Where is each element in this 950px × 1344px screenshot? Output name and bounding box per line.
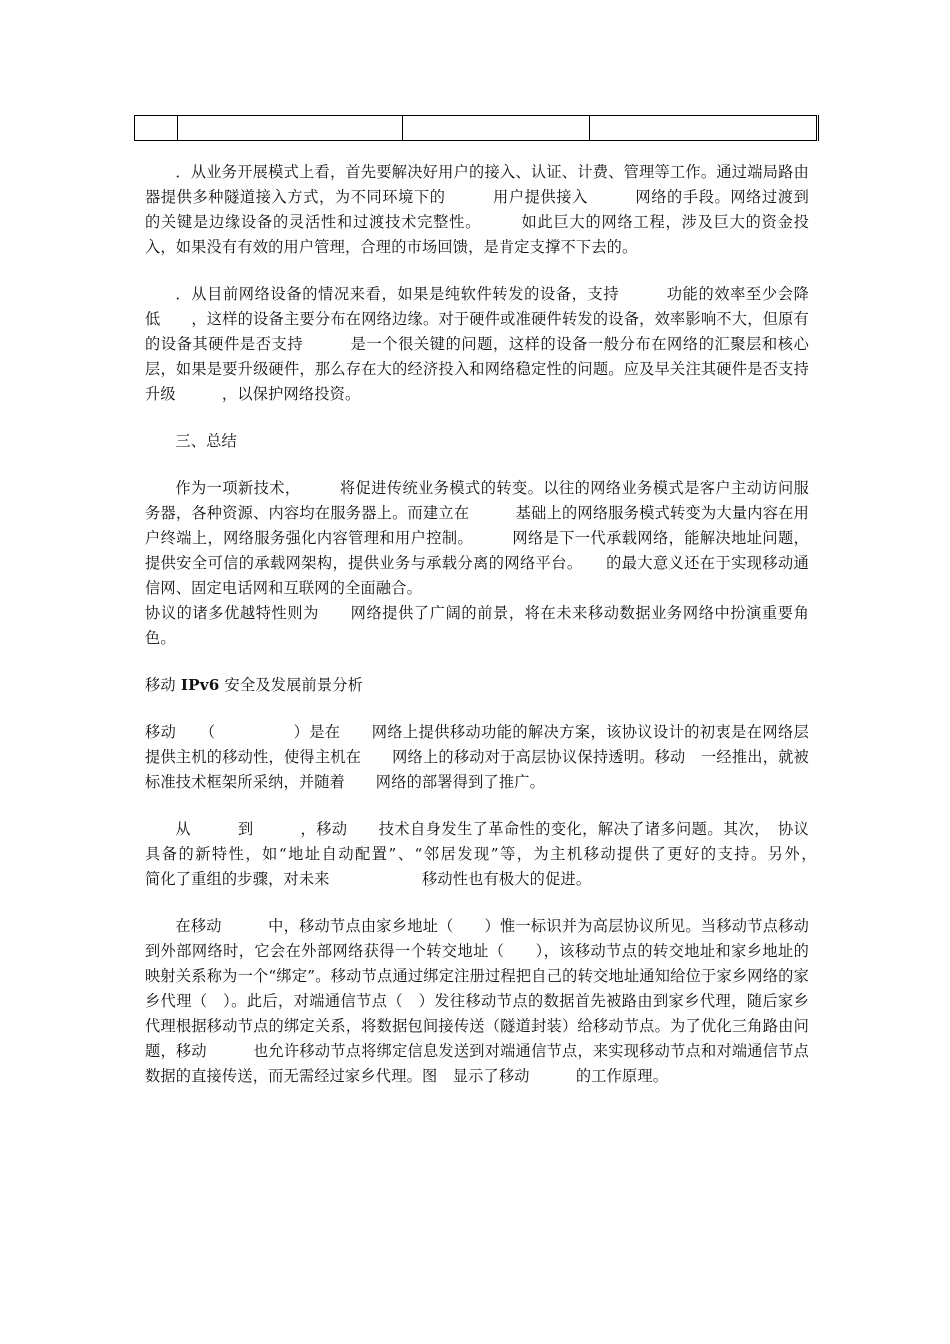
- table-cell: [178, 116, 403, 141]
- paragraph-summary: [145, 476, 809, 651]
- paragraph-network-devices: ．从目前网络设备的情况来看，如果是纯软件转发的设备，支持 功能的效率至少会降低 ，这样的设备主要分布在网络边缘。对于硬件或准硬件转发的设备，效率影响不大，但原有的设备其硬件是否支持 是一个很关键的问题，这样的设备一般分布在网络的汇聚层和核心层，如果是要升级硬件，那么存在大的经济投入和网络稳定性的问题。应及早关注其硬件是否支持升级 ，以保护网络投资。: [145, 285, 809, 403]
- paragraph-mobile-node: 在移动 中，移动节点由家乡地址（ ）惟一标识并为高层协议所见。当移动节点移动到外部网络时，它会在外部网络获得一个转交地址（ ），该移动节点的转交地址和家乡地址的映射关系称为一个“绑定”。移动节点通过绑定注册过程把自己的转交地址通知给位于家乡网络的家乡代理（ ）。此后，对端通信节点（ ）发往移动节点的数据首先被路由到家乡代理，随后家乡代理根据移动节点的绑定关系，将数据包间接传送（隧道封装）给移动节点。为了优化三角路由问题，移动 也允许移动节点将绑定信息发送到对端通信节点，来实现移动节点和对端通信节点数据的直接传送，而无需经过家乡代理。图 显示了移动 的工作原理。: [145, 917, 809, 1085]
- title-suffix: 安全及发展前景分析: [219, 676, 364, 694]
- summary-text: 作为一项新技术， 将促进传统业务模式的转变。以往的网络业务模式是客户主动访问服务器，各种资源、内容均在服务器上。而建立在 基础上的网络服务模式转变为大量内容在用户终端上，网络服务强化内容管理和用户控制。 网络是下一代承载网络，能解决地址问题，提供安全可信的承载网架构，提供业务与承载分离的网络平台。 的最大意义还在于实现移动通信网、固定电话网和互联网的全面融合。: [145, 479, 809, 597]
- document-body: [145, 160, 856, 1111]
- table-cell: [590, 116, 818, 141]
- table-row: [135, 116, 818, 141]
- section-heading-summary: 三、总结: [175, 432, 237, 450]
- paragraph-business-model: ．从业务开展模式上看，首先要解决好用户的接入、认证、计费、管理等工作。通过端局路由器提供多种隧道接入方式，为不同环境下的 用户提供接入 网络的手段。网络过渡到 的关键是边缘设备的灵活性和过渡技术完整性。 如此巨大的网络工程，涉及巨大的资金投入，如果没有有效的用户管理，合理的市场回馈，是肯定支撑不下去的。: [145, 163, 856, 256]
- article-title: [145, 673, 809, 698]
- title-ipv6: IPv6: [180, 676, 220, 694]
- summary-text-continued: 协议的诸多优越特性则为 网络提供了广阔的前景，将在未来移动数据业务网络中扮演重要角色。: [145, 604, 809, 647]
- paragraph-mobile-ip-intro: 移动 （ ）是在 网络上提供移动功能的解决方案，该协议设计的初衷是在网络层提供主机的移动性，使得主机在 网络上的移动对于高层协议保持透明。移动 一经推出，就被 标准技术框架所采纳，并随着 网络的部署得到了推广。: [145, 723, 840, 791]
- paragraph-ipv4-to-ipv6: 从 到 ，移动 技术自身发生了革命性的变化，解决了诸多问题。其次， 协议具备的新特性，如“地址自动配置”、“邻居发现”等，为主机移动提供了更好的支持。另外， 简化了重组的步骤，对未来 移动性也有极大的促进。: [145, 820, 856, 888]
- table-cell: [135, 116, 178, 141]
- table-cell: [403, 116, 590, 141]
- table-fragment: [134, 115, 819, 141]
- title-prefix: 移动: [145, 676, 181, 694]
